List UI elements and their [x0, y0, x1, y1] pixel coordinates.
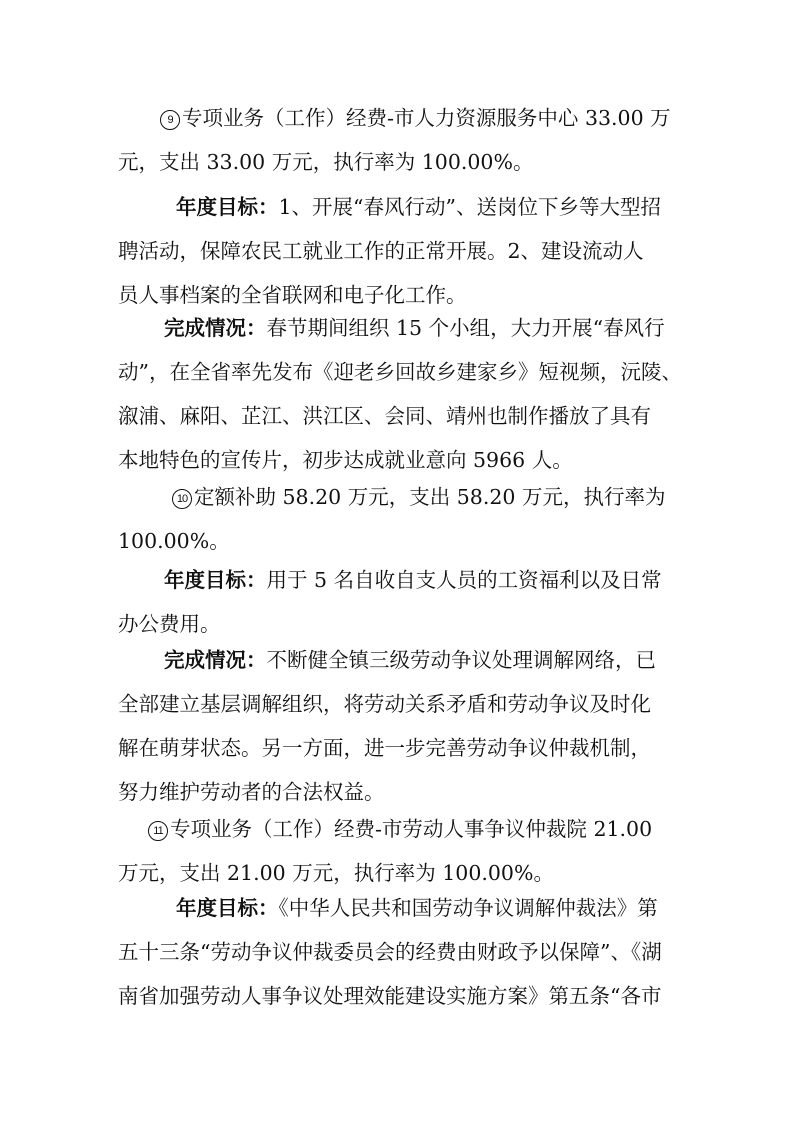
item-10-target — [118, 558, 678, 646]
item-10-line-2: 100.00%。 — [118, 529, 230, 553]
target-line: 办公费用。 — [118, 612, 221, 636]
completion-line: 春节期间组织 15 个小组，大力开展“春风行 — [266, 316, 665, 340]
target-line: 1、开展“春风行动”、送岗位下乡等大型招 — [278, 195, 662, 219]
completion-line: 动”，在全省率先发布《迎老乡回故乡建家乡》短视频，沅陵、 — [118, 360, 682, 384]
item-9-line-2: 元，支出 33.00 万元，执行率为 100.00%。 — [118, 150, 534, 174]
target-line: 五十三条“劳动争议仲裁委员会的经费由财政予以保障”、《湖 — [118, 940, 662, 964]
target-line: 聘活动，保障农民工就业工作的正常开展。2、建设流动人 — [118, 239, 644, 263]
item-11-target — [118, 886, 678, 1018]
completion-line: 全部建立基层调解组织，将劳动关系矛盾和劳动争议及时化 — [118, 692, 651, 716]
item-9-summary — [118, 96, 678, 184]
completion-line: 溆浦、麻阳、芷江、洪江区、会同、靖州也制作播放了具有 — [118, 404, 651, 428]
completion-line: 努力维护劳动者的合法权益。 — [118, 780, 385, 804]
item-11-line-2: 万元，支出 21.00 万元，执行率为 100.00%。 — [118, 861, 554, 885]
item-9-target — [118, 185, 678, 317]
circled-number-11-icon: 11 — [148, 821, 168, 841]
item-11-line-1: 专项业务（工作）经费-市劳动人事争议仲裁院 21.00 — [170, 817, 653, 841]
completion-line: 解在萌芽状态。另一方面，进一步完善劳动争议仲裁机制， — [118, 736, 651, 760]
target-label: 年度目标： — [176, 195, 279, 219]
target-label: 年度目标： — [164, 568, 267, 592]
circled-number-9-icon: 9 — [160, 110, 180, 130]
target-line: 南省加强劳动人事争议处理效能建设实施方案》第五条“各市 — [118, 984, 662, 1008]
circled-number-10-icon: 10 — [172, 489, 192, 509]
completion-line: 本地特色的宣传片，初步达成就业意向 5966 人。 — [118, 448, 573, 472]
item-9-line-1: 专项业务（工作）经费-市人力资源服务中心 33.00 万 — [182, 106, 671, 130]
item-10-line-1: 定额补助 58.20 万元，支出 58.20 万元，执行率为 — [194, 485, 666, 509]
target-line: 《中华人民共和国劳动争议调解仲裁法》第 — [278, 896, 658, 920]
item-11-summary — [118, 807, 678, 895]
item-9-completion — [118, 306, 682, 482]
item-10-summary — [118, 475, 678, 563]
completion-line: 不断健全镇三级劳动争议处理调解网络，已 — [266, 648, 656, 672]
target-label: 年度目标： — [176, 896, 279, 920]
completion-label: 完成情况： — [164, 648, 267, 672]
target-line: 员人事档案的全省联网和电子化工作。 — [118, 283, 467, 307]
item-10-completion — [118, 638, 678, 814]
target-line: 用于 5 名自收自支人员的工资福利以及日常 — [266, 568, 662, 592]
completion-label: 完成情况： — [164, 316, 267, 340]
